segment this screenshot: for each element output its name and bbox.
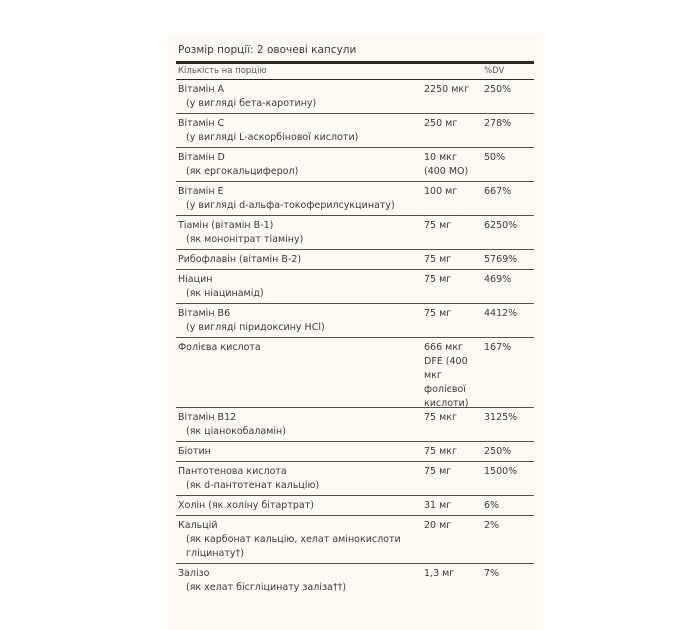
nutrient-name: Залізо (як хелат бісгліцинату заліза††) — [178, 568, 347, 593]
nutrient-name: Пантотенова кислота (як d-пантотенат кальцію) — [178, 466, 320, 491]
nutrient-dv: 50% — [484, 152, 506, 163]
table-row — [176, 114, 534, 148]
nutrient-name: Холін (як холіну бітартрат) — [178, 500, 314, 511]
nutrient-dv: 6% — [484, 500, 500, 511]
nutrient-dv: 5769% — [484, 254, 518, 265]
nutrient-amount: 75 мг — [424, 466, 452, 477]
nutrient-name: Кальцій (як карбонат кальцію, хелат амінокислоти гліцинату†) — [178, 520, 401, 559]
nutrient-amount: 666 мкг DFE (400 мкг фолієвої кислоти) — [424, 342, 469, 409]
nutrient-name: Вітамін C (у вигляді L-аскорбінової кислоти) — [178, 118, 359, 143]
nutrient-dv: 1500% — [484, 466, 518, 477]
nutrient-amount: 250 мг — [424, 118, 458, 129]
nutrient-table — [176, 80, 534, 598]
nutrient-amount: 10 мкг (400 МО) — [424, 152, 469, 177]
table-row — [176, 148, 534, 182]
nutrient-amount: 100 мг — [424, 186, 458, 197]
dv-label: %DV — [484, 66, 505, 76]
nutrient-dv: 2% — [484, 520, 500, 531]
nutrient-amount: 75 мг — [424, 274, 452, 285]
table-row — [176, 250, 534, 270]
nutrient-dv: 250% — [484, 84, 512, 95]
table-row — [176, 182, 534, 216]
serving-size: Розмір порції: 2 овочеві капсули — [178, 44, 357, 56]
nutrient-dv: 469% — [484, 274, 512, 285]
amount-per-serving-label: Кількість на порцію — [178, 66, 267, 76]
nutrient-name: Вітамін E (у вигляді d-альфа-токоферилсукцинату) — [178, 186, 395, 211]
nutrient-name: Вітамін B6 (у вигляді піридоксину HCl) — [178, 308, 325, 333]
table-row — [176, 270, 534, 304]
nutrient-amount: 31 мг — [424, 500, 452, 511]
table-row — [176, 216, 534, 250]
thick-divider — [176, 61, 534, 64]
table-row — [176, 442, 534, 462]
nutrient-amount: 75 мкг — [424, 446, 458, 457]
nutrient-dv: 7% — [484, 568, 500, 579]
nutrient-name: Вітамін B12 (як ціанокобаламін) — [178, 412, 286, 437]
table-row — [176, 304, 534, 338]
supplement-facts-panel — [168, 34, 542, 630]
table-header — [178, 65, 534, 79]
table-row — [176, 408, 534, 442]
nutrient-dv: 6250% — [484, 220, 518, 231]
table-row — [176, 462, 534, 496]
nutrient-amount: 1,3 мг — [424, 568, 455, 579]
nutrient-amount: 20 мг — [424, 520, 452, 531]
nutrient-name: Тіамін (вітамін B-1) (як мононітрат тіаміну) — [178, 220, 304, 245]
nutrient-amount: 75 мкг — [424, 412, 458, 423]
nutrient-dv: 278% — [484, 118, 512, 129]
table-row — [176, 564, 534, 598]
nutrient-dv: 4412% — [484, 308, 518, 319]
nutrient-amount: 75 мг — [424, 254, 452, 265]
nutrient-dv: 167% — [484, 342, 512, 353]
nutrient-name: Фолієва кислота — [178, 342, 261, 353]
nutrient-name: Вітамін D (як ергокальциферол) — [178, 152, 299, 177]
table-row — [176, 80, 534, 114]
nutrient-name: Вітамін A (у вигляді бета-каротину) — [178, 84, 317, 109]
nutrient-amount: 75 мг — [424, 220, 452, 231]
nutrient-dv: 250% — [484, 446, 512, 457]
nutrient-name: Рибофлавін (вітамін B-2) — [178, 254, 302, 265]
nutrient-name: Ніацин (як ніацинамід) — [178, 274, 264, 299]
table-row — [176, 516, 534, 564]
nutrient-dv: 3125% — [484, 412, 518, 423]
nutrient-dv: 667% — [484, 186, 512, 197]
table-row — [176, 338, 534, 408]
nutrient-amount: 2250 мкг — [424, 84, 470, 95]
table-row — [176, 496, 534, 516]
nutrient-name: Біотин — [178, 446, 211, 457]
nutrient-amount: 75 мг — [424, 308, 452, 319]
